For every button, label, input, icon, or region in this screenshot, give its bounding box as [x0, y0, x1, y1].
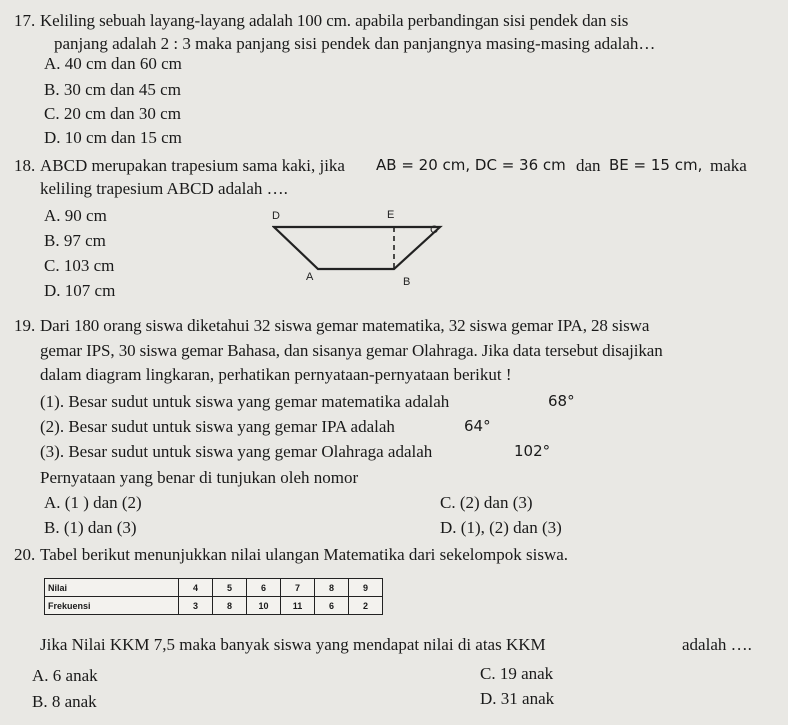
table-cell: 3: [179, 597, 213, 615]
q19-line2: gemar IPS, 30 siswa gemar Bahasa, dan sisanya gemar Olahraga. Jika data tersebut disajikan: [40, 341, 663, 360]
q17-option-c[interactable]: C. 20 cm dan 30 cm: [44, 104, 181, 123]
q20-question-end: adalah ….: [682, 635, 752, 654]
table-cell: 6: [247, 579, 281, 597]
q17-option-b[interactable]: B. 30 cm dan 45 cm: [44, 80, 181, 99]
table-cell: 6: [315, 597, 349, 615]
q17-line1: Keliling sebuah layang-layang adalah 100 cm. apabila perbandingan sisi pendek dan sis: [40, 11, 629, 30]
q19-line3: dalam diagram lingkaran, perhatikan pernyataan-pernyataan berikut !: [40, 365, 512, 384]
q20-option-b[interactable]: B. 8 anak: [32, 692, 97, 711]
label-e: E: [387, 209, 395, 221]
table-row: [45, 579, 383, 597]
trapezoid-shape: [274, 227, 440, 269]
q20-option-c[interactable]: C. 19 anak: [480, 664, 554, 683]
table-cell: 8: [315, 579, 349, 597]
q20-question: Jika Nilai KKM 7,5 maka banyak siswa yang mendapat nilai di atas KKM: [40, 635, 546, 654]
table-header-nilai: Nilai: [45, 579, 179, 597]
q17-line2: panjang adalah 2 : 3 maka panjang sisi pendek dan panjangnya masing-masing adalah…: [54, 34, 656, 53]
q18-number: 18.: [14, 156, 36, 175]
table-row: [45, 597, 383, 615]
table-cell: 2: [349, 597, 383, 615]
label-c: C: [430, 224, 438, 236]
q18-line1-dan: dan: [576, 156, 601, 175]
table-cell: 4: [179, 579, 213, 597]
q20-number: 20.: [14, 545, 36, 564]
table-cell: 5: [213, 579, 247, 597]
label-b: B: [403, 276, 411, 288]
q18-line2: keliling trapesium ABCD adalah ….: [40, 179, 288, 198]
table-cell: 8: [213, 597, 247, 615]
q20-line1: Tabel berikut menunjukkan nilai ulangan Matematika dari sekelompok siswa.: [40, 545, 569, 564]
q19-statement-2: (2). Besar sudut untuk siswa yang gemar IPA adalah: [40, 417, 395, 436]
label-d: D: [272, 210, 280, 222]
q17-option-a[interactable]: A. 40 cm dan 60 cm: [44, 54, 182, 73]
q19-statement-2-value: 64°: [464, 417, 491, 435]
q20-option-d[interactable]: D. 31 anak: [480, 689, 555, 708]
q20-option-a[interactable]: A. 6 anak: [32, 666, 98, 685]
q18-option-d[interactable]: D. 107 cm: [44, 281, 116, 300]
q17-option-d[interactable]: D. 10 cm dan 15 cm: [44, 128, 182, 147]
q19-prompt: Pernyataan yang benar di tunjukan oleh nomor: [40, 468, 359, 487]
q19-option-d[interactable]: D. (1), (2) dan (3): [440, 518, 562, 537]
q19-number: 19.: [14, 316, 36, 335]
table-header-frekuensi: Frekuensi: [45, 597, 179, 615]
label-a: A: [306, 271, 314, 283]
q18-line1-be: BE = 15 cm,: [609, 156, 703, 174]
q19-statement-3: (3). Besar sudut untuk siswa yang gemar Olahraga adalah: [40, 442, 433, 461]
trapezoid-figure: [272, 205, 447, 295]
q18-option-b[interactable]: B. 97 cm: [44, 231, 106, 250]
table-cell: 9: [349, 579, 383, 597]
q19-option-c[interactable]: C. (2) dan (3): [440, 493, 533, 512]
q18-line1-end: maka: [710, 156, 747, 175]
q19-line1: Dari 180 orang siswa diketahui 32 siswa gemar matematika, 32 siswa gemar IPA, 28 siswa: [40, 316, 650, 335]
q18-option-c[interactable]: C. 103 cm: [44, 256, 115, 275]
q19-option-a[interactable]: A. (1 ) dan (2): [44, 493, 142, 512]
q19-statement-3-value: 102°: [514, 442, 551, 460]
q18-option-a[interactable]: A. 90 cm: [44, 206, 107, 225]
table-cell: 10: [247, 597, 281, 615]
q19-statement-1-value: 68°: [548, 392, 575, 410]
q17-number: 17.: [14, 11, 36, 30]
table-cell: 11: [281, 597, 315, 615]
q18-line1-ab: AB = 20 cm, DC = 36 cm: [376, 156, 566, 174]
table-cell: 7: [281, 579, 315, 597]
q19-statement-1: (1). Besar sudut untuk siswa yang gemar matematika adalah: [40, 392, 450, 411]
q18-line1-text: ABCD merupakan trapesium sama kaki, jika: [40, 156, 345, 175]
q19-option-b[interactable]: B. (1) dan (3): [44, 518, 137, 537]
frequency-table: [44, 578, 383, 615]
